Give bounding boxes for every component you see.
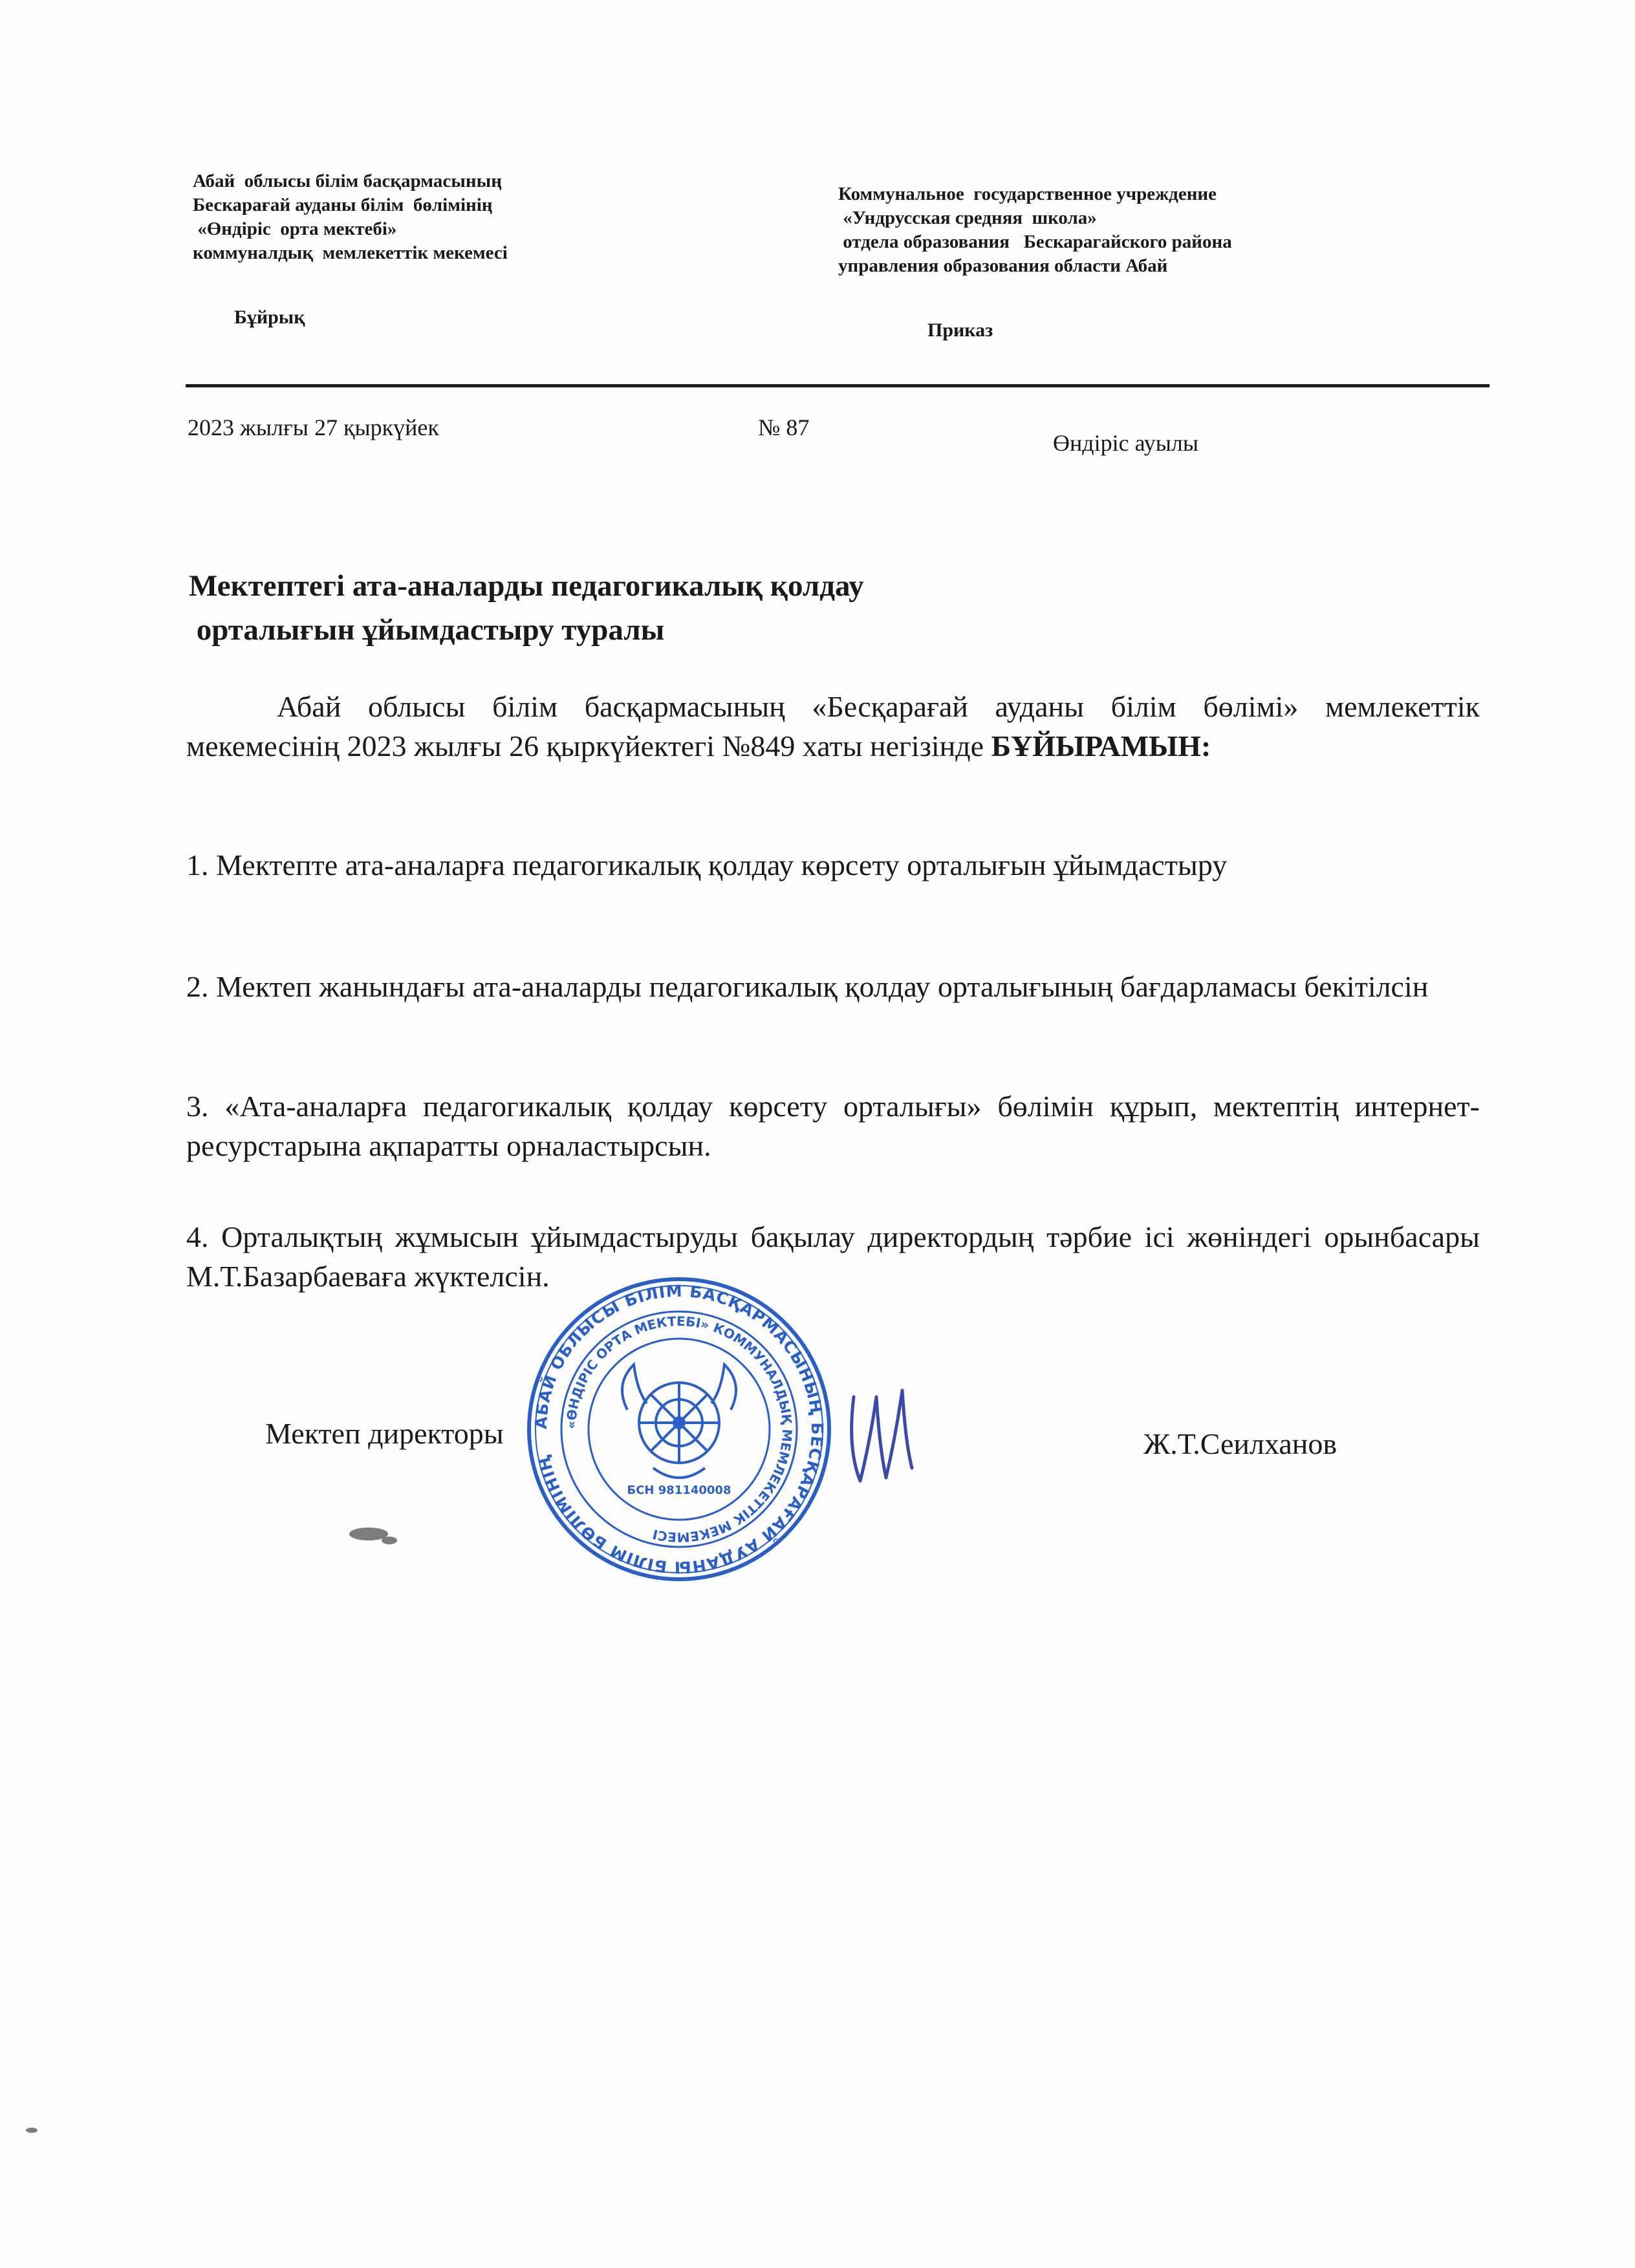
scan-smudge [382,1537,397,1544]
header-left-kazakh: Абай облысы білім басқармасының Бескарағай ауданы білім бөлімінің «Өндіріс орта мектебі» коммуналдық мемлекеттік мекемесі [193,171,508,263]
header-divider [186,384,1489,387]
order-word: БҰЙЫРАМЫН: [991,729,1211,762]
intro-text: Абай облысы білім басқармасының «Бесқарағай ауданы білім бөлімі» мемлекеттік мекемесінің 2023 жылғы 26 қыркүйектегі №849 хаты негізінде [186,690,1480,762]
order-number: № 87 [758,415,810,440]
order-item-3: 3. «Ата-аналарға педагогикалық қолдау көрсету орталығы» бөлімін құрып, мектептің интернет-ресурстарына ақпаратты орналастырсын. [186,1090,1480,1162]
signature-role: Мектеп директоры [265,1417,504,1450]
director-signature [841,1371,925,1494]
seal-inner-text: «ӨНДІРІС ОРТА МЕКТЕБІ» КОММУНАЛДЫҚ МЕМЛЕКЕТТІК МЕКЕМЕСІ [563,1313,796,1546]
order-item-2: 2. Мектеп жанындағы ата-аналарды педагогикалық қолдау орталығының бағдарламасы бекітілсін [186,970,1429,1003]
official-seal [524,1274,834,1584]
order-date: 2023 жылғы 27 қыркүйек [188,415,439,440]
order-item-4: 4. Орталықтың жұмысын ұйымдастыруды бақылау директордың тәрбие ісі жөніндегі орынбасары М.Т.Базарбаеваға жүктелсін. [186,1220,1480,1293]
doc-type-russian: Приказ [927,319,993,341]
header-right-russian: Коммунальное государственное учреждение «Ундрусская средняя школа» отдела образования Бескарагайского района управления образования области Абай [838,184,1232,276]
seal-outer-text: АБАЙ ОБЛЫСЫ БІЛІМ БАСҚАРМАСЫНЫҢ БЕСҚАРАҒАЙ АУДАНЫ БІЛІМ БӨЛІМІНІҢ [531,1281,827,1577]
document-title: Мектептегі ата-аналарды педагогикалық қолдау орталығын ұйымдастыру туралы [189,569,864,647]
scan-smudge [26,2128,38,2133]
doc-type-kazakh: Бұйрық [234,307,305,328]
intro-paragraph [186,687,1480,766]
order-place: Өндіріс ауылы [1053,430,1199,456]
order-item-1: 1. Мектепте ата-аналарға педагогикалық қолдау көрсету орталығын ұйымдастыру [186,848,1228,881]
signature-name: Ж.Т.Сеилханов [1143,1427,1337,1460]
seal-bin: БСН 981140008 [627,1484,731,1497]
